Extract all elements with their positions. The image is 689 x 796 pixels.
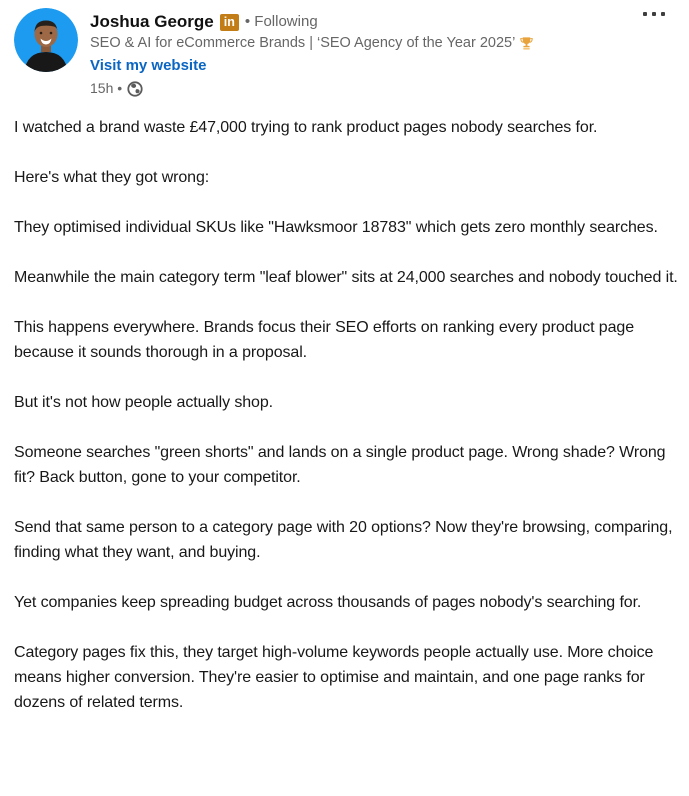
post-paragraph: I watched a brand waste £47,000 trying to rank product pages nobody searches for.	[14, 119, 598, 136]
overflow-menu-icon	[643, 12, 647, 16]
post-paragraph: This happens everywhere. Brands focus their SEO efforts on ranking every product page because it sounds thorough in a proposal.	[14, 319, 634, 361]
post-paragraph: Category pages fix this, they target high-volume keywords people actually use. More choice means higher conversion. They're easier to optimise and maintain, and one page ranks for dozens of related terms.	[14, 644, 654, 711]
author-name-row	[90, 11, 534, 33]
post-paragraph: Here's what they got wrong:	[14, 169, 210, 186]
post-timestamp: 15h •	[90, 80, 123, 96]
overflow-menu-icon	[652, 12, 656, 16]
linkedin-in-badge-icon: in	[220, 14, 239, 31]
timestamp-row	[90, 79, 534, 98]
following-label: • Following	[244, 13, 318, 30]
author-avatar[interactable]	[14, 8, 78, 72]
post-paragraph: They optimised individual SKUs like "Hawksmoor 18783" which gets zero monthly searches.	[14, 219, 658, 236]
post-paragraph: Someone searches "green shorts" and lands on a single product page. Wrong shade? Wrong fit? Back button, gone to your competitor.	[14, 444, 666, 486]
overflow-menu-button[interactable]	[637, 6, 671, 22]
globe-icon	[127, 81, 143, 97]
post-body	[0, 98, 689, 715]
avatar-illustration	[14, 8, 78, 72]
post-paragraph: Send that same person to a category page with 20 options? Now they're browsing, comparing, finding what they want, and buying.	[14, 519, 673, 561]
overflow-menu-icon	[661, 12, 665, 16]
trophy-icon	[519, 36, 534, 51]
author-headline: SEO & AI for eCommerce Brands | ‘SEO Agency of the Year 2025’	[90, 35, 516, 51]
post-paragraph: But it's not how people actually shop.	[14, 394, 273, 411]
author-name[interactable]: Joshua George	[90, 12, 214, 31]
author-info	[90, 8, 534, 98]
post-header	[0, 0, 689, 98]
author-headline-row	[90, 34, 534, 53]
visit-website-link[interactable]: Visit my website	[90, 57, 207, 74]
post-paragraph: Meanwhile the main category term "leaf blower" sits at 24,000 searches and nobody touched it.	[14, 269, 678, 286]
post-paragraph: Yet companies keep spreading budget across thousands of pages nobody's searching for.	[14, 594, 642, 611]
